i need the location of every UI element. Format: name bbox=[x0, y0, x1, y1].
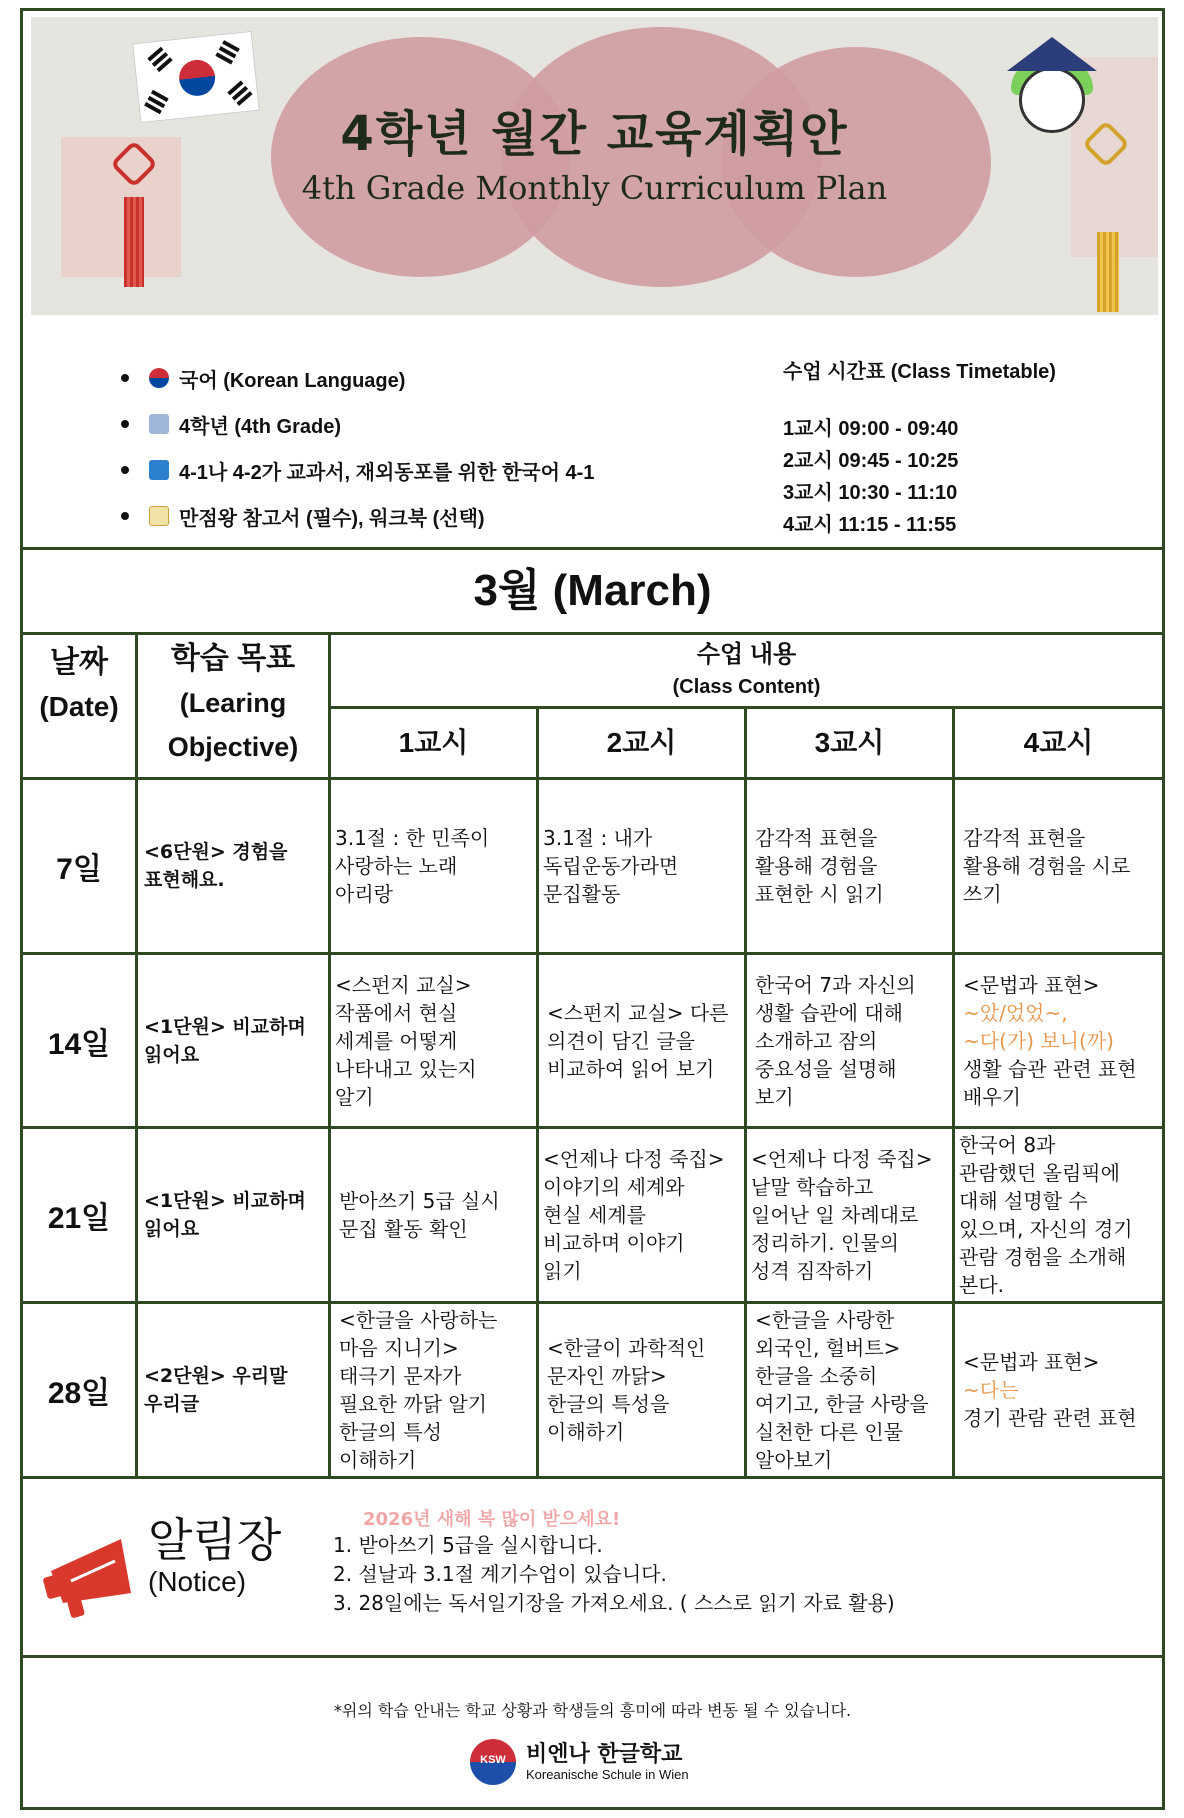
objective-cell: <6단원> 경험을 표현해요. bbox=[144, 841, 288, 891]
ksw-logo-icon: KSW bbox=[470, 1739, 516, 1785]
tassel-ornament-icon bbox=[1097, 232, 1119, 312]
footnote: *위의 학습 안내는 학교 상황과 학생들의 흥미에 따라 변동 될 수 있습니다. bbox=[333, 1701, 852, 1720]
megaphone-icon bbox=[41, 1531, 151, 1621]
class-timetable bbox=[783, 355, 1056, 540]
notice-subtitle: (Notice) bbox=[148, 1566, 247, 1597]
divider bbox=[23, 1655, 1162, 1658]
page-title: 4학년 월간 교육계획안 bbox=[340, 106, 849, 162]
list-item: 1. 받아쓰기 5급을 실시합니다. bbox=[333, 1533, 603, 1557]
list-item: 만점왕 참고서 (필수), 워크북 (선택) bbox=[121, 493, 594, 539]
school-logo bbox=[470, 1733, 770, 1789]
header-banner bbox=[31, 17, 1158, 315]
date-cell: 21일 bbox=[47, 1202, 111, 1235]
timetable-title: 수업 시간표 (Class Timetable) bbox=[783, 361, 1056, 383]
date-cell: 28일 bbox=[47, 1377, 111, 1410]
timetable-row: 4교시 11:15 - 11:55 bbox=[783, 514, 957, 536]
date-cell: 14일 bbox=[47, 1027, 111, 1061]
list-item: 4학년 (4th Grade) bbox=[121, 401, 594, 447]
divider bbox=[744, 706, 747, 1476]
memo-icon bbox=[149, 506, 169, 526]
list-item: 4-1나 4-2가 교과서, 재외동포를 위한 한국어 4-1 bbox=[121, 447, 594, 493]
content-cell: <스펀지 교실> 작품에서 현실 세계를 어떻게 나타내고 있는지 알기 bbox=[335, 972, 477, 1109]
date-cell: 7일 bbox=[56, 853, 102, 886]
school-name-ko: 비엔나 한글학교 bbox=[526, 1742, 683, 1767]
tassel-ornament-icon bbox=[124, 197, 144, 287]
notice-headline: 2026년 새해 복 많이 받으세요! bbox=[363, 1509, 621, 1530]
content-cell: 감각적 표현을 활용해 경험을 시로 쓰기 bbox=[963, 826, 1131, 906]
content-cell: <언제나 다정 죽집> 낱말 학습하고 일어난 일 차례대로 정리하기. 인물의 성격 짐작하기 bbox=[751, 1147, 933, 1283]
period-header: 1교시 bbox=[398, 727, 469, 758]
timetable-row: 3교시 10:30 - 11:10 bbox=[783, 482, 958, 504]
list-item: 2. 설날과 3.1절 계기수업이 있습니다. bbox=[333, 1562, 667, 1586]
notice-list bbox=[333, 1531, 895, 1618]
school-icon bbox=[149, 414, 169, 434]
content-cell: 받아쓰기 5급 실시 문집 활동 확인 bbox=[339, 1189, 500, 1241]
objective-cell: <1단원> 비교하며 읽어요 bbox=[144, 1190, 306, 1240]
content-cell: 한국어 7과 자신의 생활 습관에 대해 소개하고 잠의 중요성을 설명해 보기 bbox=[755, 972, 916, 1109]
content-cell: <언제나 다정 죽집> 이야기의 세계와 현실 세계를 비교하며 이야기 읽기 bbox=[543, 1147, 725, 1283]
school-name-de: Koreanische Schule in Wien bbox=[526, 1767, 689, 1782]
objective-cell: <1단원> 비교하며 읽어요 bbox=[144, 1015, 306, 1066]
content-column-header: 수업 내용 (Class Content) bbox=[672, 641, 821, 698]
period-header: 4교시 bbox=[1023, 727, 1094, 758]
content-cell: <한글을 사랑하는 마음 지니기> 태극기 문자가 필요한 까닭 알기 한글의 특성 이해하기 bbox=[339, 1308, 498, 1472]
book-icon bbox=[149, 460, 169, 480]
content-cell: 한국어 8과 관람했던 올림픽에 대해 설명할 수 있으며, 자신의 경기 관람 경험을 소개해 본다. bbox=[959, 1133, 1133, 1297]
content-cell: 3.1절 : 한 민족이 사랑하는 노래 아리랑 bbox=[335, 826, 490, 906]
content-cell: 3.1절 : 내가 독립운동가라면 문집활동 bbox=[543, 826, 679, 906]
korea-flag-icon bbox=[149, 368, 169, 388]
timetable-row: 2교시 09:45 - 10:25 bbox=[783, 450, 959, 472]
content-cell: <스펀지 교실> 다른 의견이 담긴 글을 비교하여 읽어 보기 bbox=[547, 1000, 729, 1081]
objective-column-header: 학습 목표 (Learing Objective) bbox=[167, 642, 299, 762]
list-item: 3. 28일에는 독서일기장을 가져오세요. ( 스스로 읽기 자료 활용) bbox=[333, 1591, 895, 1615]
month-heading: 3월 (March) bbox=[473, 566, 712, 615]
course-info-list bbox=[121, 355, 594, 539]
content-cell: <한글이 과학적인 문자인 까닭> 한글의 특성을 이해하기 bbox=[547, 1336, 706, 1444]
content-cell: <문법과 표현> ~다는 경기 관람 관련 표현 bbox=[963, 1350, 1137, 1430]
content-cell: <문법과 표현> ~았/었었~, ~다(가) 보니(까) 생활 습관 관련 표현 배우기 bbox=[963, 972, 1137, 1109]
page-frame bbox=[20, 8, 1165, 1810]
divider bbox=[952, 706, 955, 1476]
list-item: 국어 (Korean Language) bbox=[121, 355, 594, 401]
page-subtitle: 4th Grade Monthly Curriculum Plan bbox=[301, 169, 888, 207]
content-cell: <한글을 사랑한 외국인, 헐버트> 한글을 소중히 여기고, 한글 사랑을 실천한 다른 인물 알아보기 bbox=[755, 1308, 929, 1472]
course-info bbox=[31, 315, 1158, 552]
timetable-row: 1교시 09:00 - 09:40 bbox=[783, 418, 959, 440]
period-header: 3교시 bbox=[814, 727, 885, 758]
notice-title: 알림장 bbox=[148, 1513, 282, 1567]
date-column-header: 날짜 (Date) bbox=[39, 646, 119, 722]
content-cell: 감각적 표현을 활용해 경험을 표현한 시 읽기 bbox=[755, 826, 884, 906]
divider bbox=[23, 632, 1162, 635]
period-header: 2교시 bbox=[606, 727, 677, 758]
objective-cell: <2단원> 우리말 우리글 bbox=[144, 1365, 288, 1415]
divider bbox=[23, 1476, 1162, 1479]
